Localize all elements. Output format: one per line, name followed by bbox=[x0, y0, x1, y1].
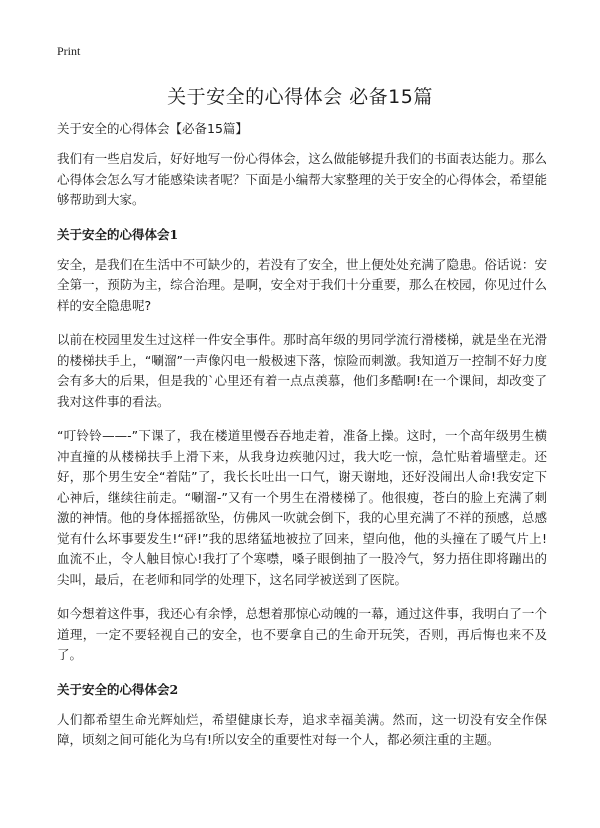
document-title: 关于安全的心得体会 必备15篇 bbox=[167, 86, 433, 108]
intro-paragraph: 我们有一些启发后，好好地写一份心得体会，这么做能够提升我们的书面表达能力。那么心得体会怎么写才能感染读者呢？下面是小编帮大家整理的关于安全的心得体会，希望能够帮助到大家。 bbox=[57, 151, 547, 207]
document-subtitle: 关于安全的心得体会【必备15篇】 bbox=[57, 121, 248, 136]
section-1-paragraph-3: “叮铃铃——-”下课了，我在楼道里慢吞吞地走着，准备上操。这时，一个高年级男生横冲直撞的从楼梯扶手上滑下来，从我身边疾驰闪过，我大吃一惊，急忙贴着墙壁走。还好，那个男生安全“着陆”了，我长长吐出一口气，谢天谢地，还好没闹出人命!我安定下心神后，继续往前走。“唰溜-”又有一个男生在滑楼梯了。他很瘦，苍白的脸上充满了刺激的神情。他的身体摇摇欲坠，仿佛风一吹就会倒下，我的心里充满了不祥的预感，总感觉有什么坏事要发生!“砰!”我的思绪猛地被拉了回来，望向他，他的头撞在了暖气片上!血流不止，令人触目惊心!我打了个寒噤，嗓子眼倒抽了一股冷气，努力捂住即将蹦出的尖叫，最后，在老师和同学的处理下，这名同学被送到了医院。 bbox=[57, 428, 547, 587]
print-label: Print bbox=[57, 44, 81, 58]
section-2-paragraph-1: 人们都希望生命光辉灿烂，希望健康长寿，追求幸福美满。然而，这一切没有安全作保障，顷刻之间可能化为乌有!所以安全的重要性对每一个人，都必须注重的主题。 bbox=[57, 711, 547, 747]
section-heading-2: 关于安全的心得体会2 bbox=[57, 681, 179, 697]
section-heading-1: 关于安全的心得体会1 bbox=[57, 226, 179, 242]
document-body bbox=[57, 119, 547, 765]
section-1-paragraph-1: 安全，是我们在生活中不可缺少的，若没有了安全，世上便处处充满了隐患。俗话说：安全第一，预防为主，综合治理。是啊，安全对于我们十分重要，那么在校园，你见过什么样的安全隐患呢? bbox=[57, 256, 547, 313]
section-1-paragraph-2: 以前在校园里发生过这样一件安全事件。那时高年级的男同学流行滑楼梯，就是坐在光滑的楼梯扶手上，“唰溜”一声像闪电一般极速下落，惊险而刺激。我知道万一控制不好力度会有多大的后果，但是我的`心里还有着一点点羡慕，他们多酷啊!在一个课间，却改变了我对这件事的看法。 bbox=[57, 332, 547, 409]
section-1-paragraph-4: 如今想着这件事，我还心有余悸，总想着那惊心动魄的一幕，通过这件事，我明白了一个道理，一定不要轻视自己的安全，也不要拿自己的生命开玩笑，否则，再后悔也来不及了。 bbox=[57, 606, 547, 662]
